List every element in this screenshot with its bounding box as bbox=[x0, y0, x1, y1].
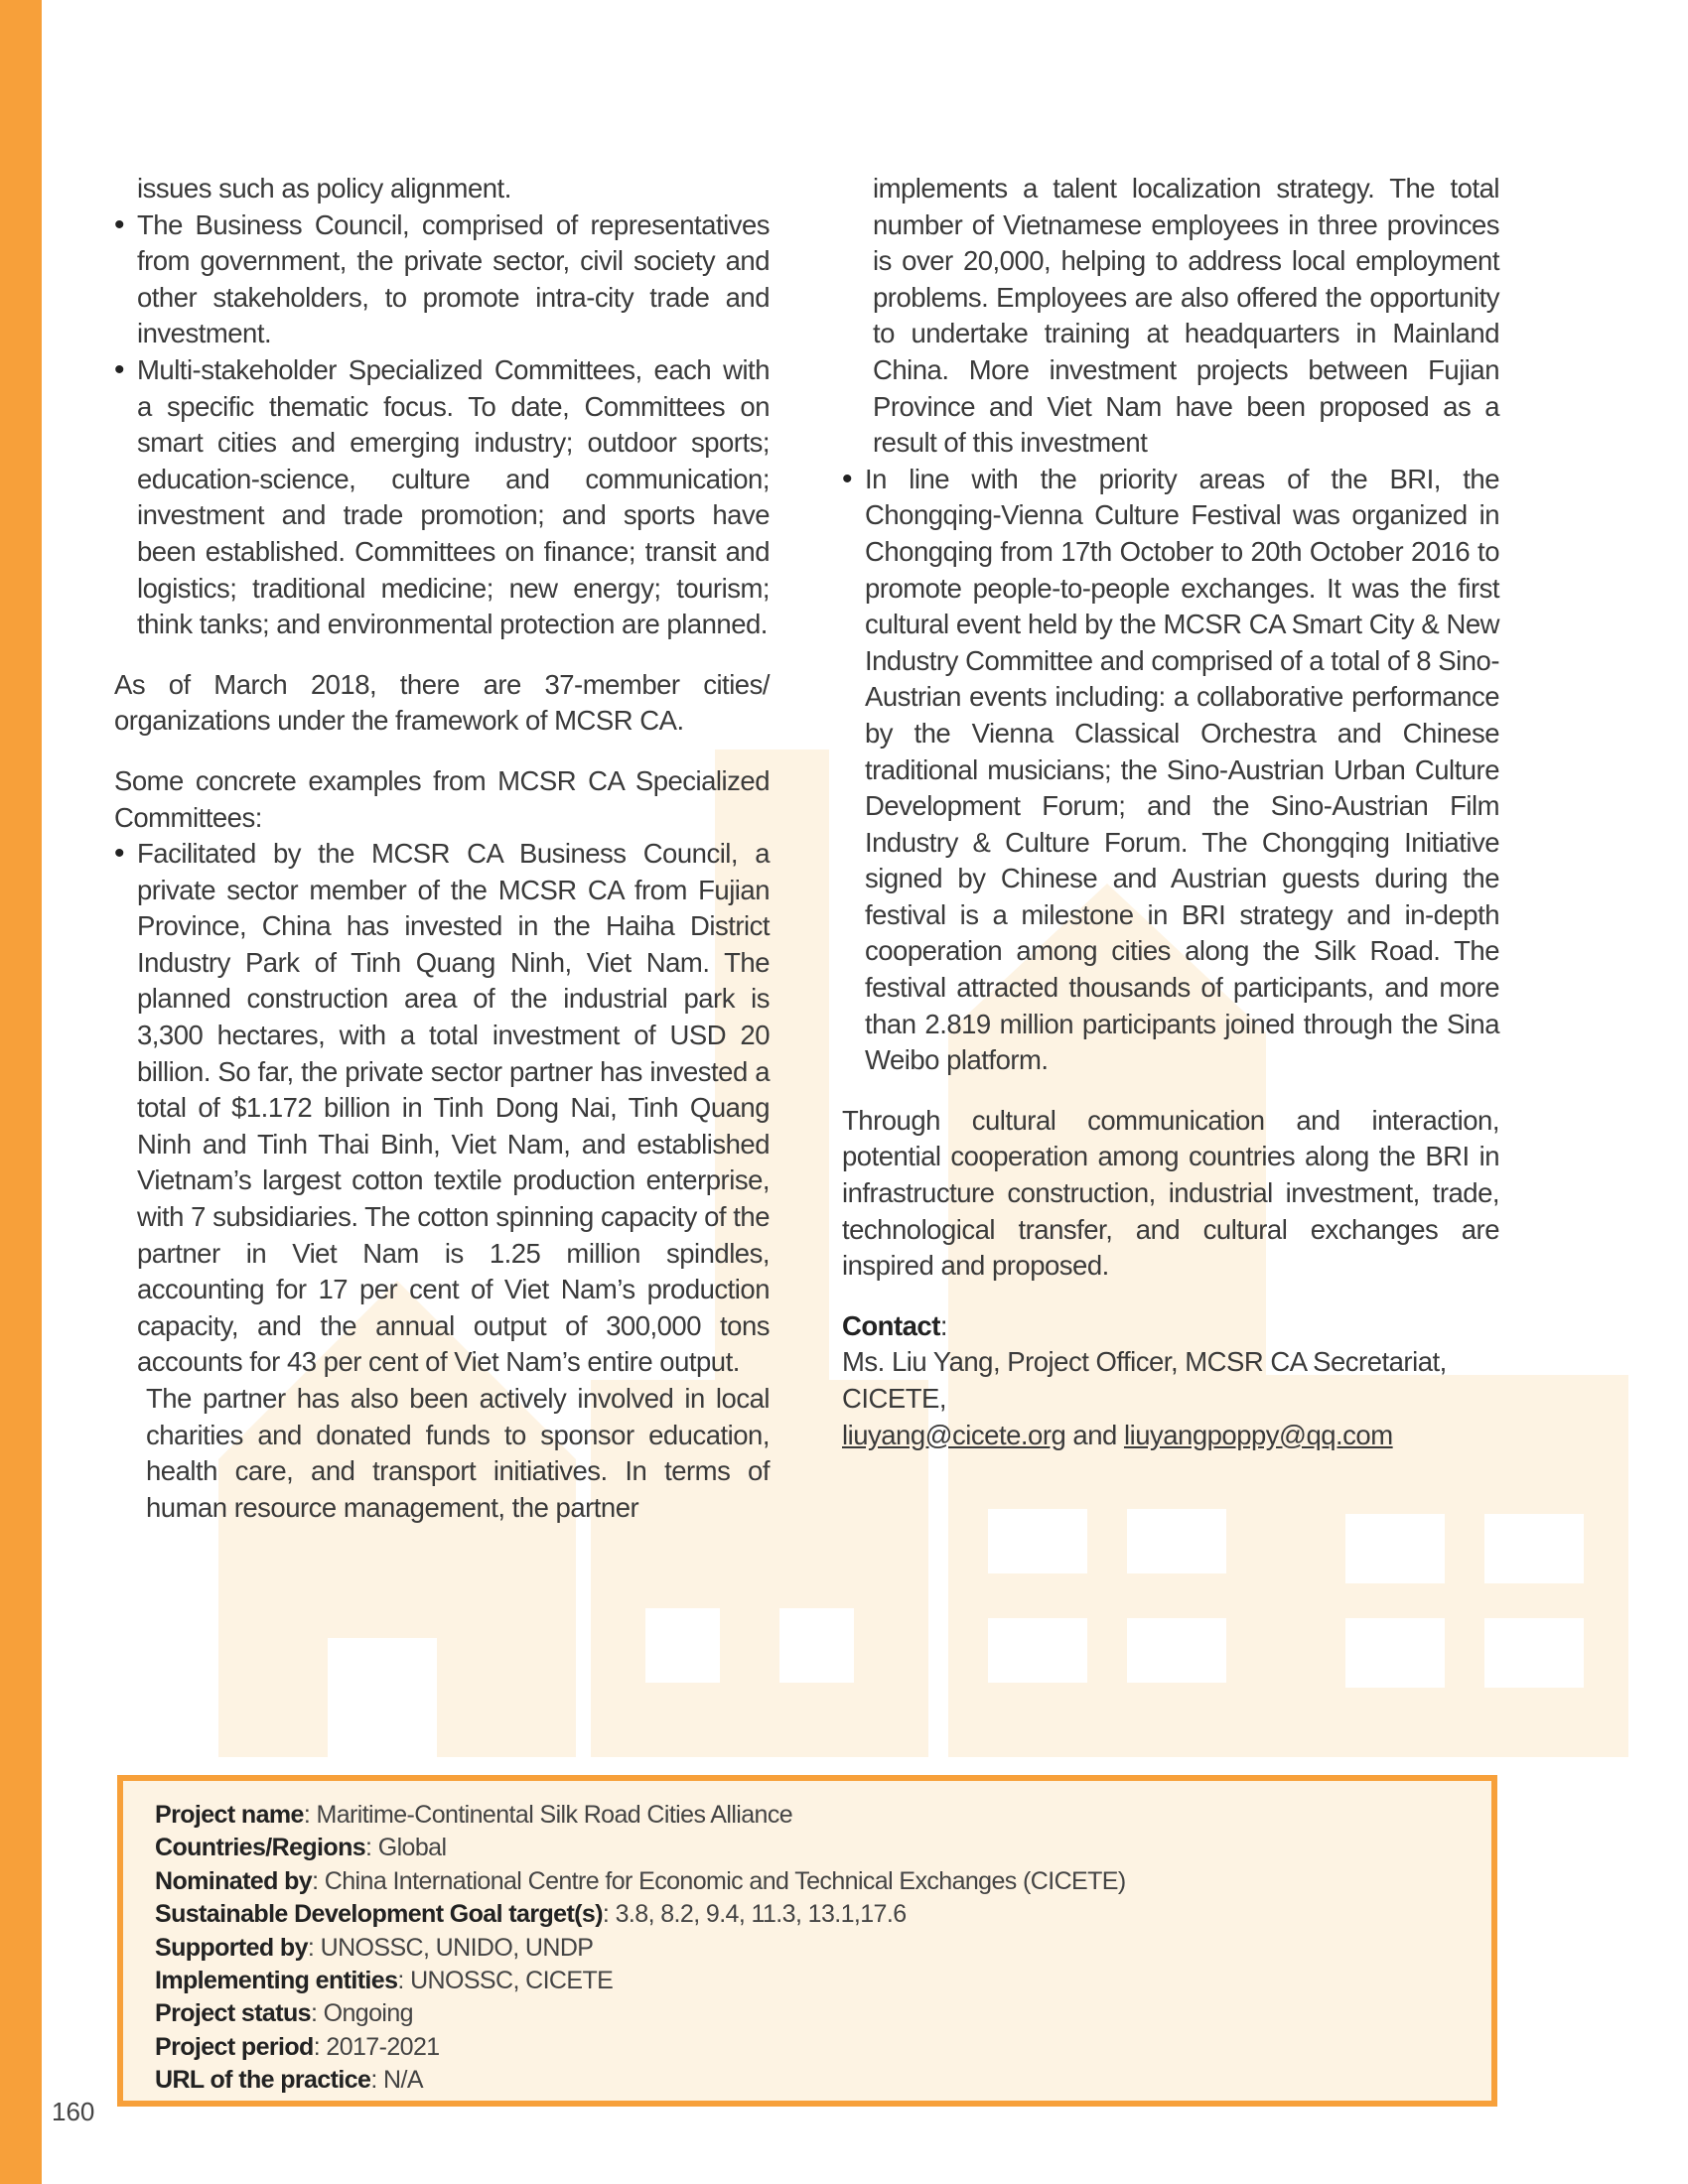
nominated-label: Nominated by bbox=[155, 1866, 313, 1895]
members-paragraph: As of March 2018, there are 37-member cities/ organizations under the framework of MCSR CA. bbox=[114, 668, 770, 737]
talent-paragraph: implements a talent localization strategy. The total number of Vietnamese employees in three provinces is over 20,000, helping to address local employment problems. Employees are also offered the opportunity to undertake training at headquarters in Mainland China. More investment projects between Fujian Province and Viet Nam have been proposed as a result of this investment bbox=[873, 173, 1499, 459]
sdg-row bbox=[155, 1898, 1460, 1931]
status-label: Project status bbox=[155, 1999, 311, 2028]
contact-and: and bbox=[1065, 1419, 1124, 1450]
contact-person: Ms. Liu Yang, Project Officer, MCSR CA Secretariat, CICETE, bbox=[842, 1346, 1447, 1414]
alliance-structure-list bbox=[114, 207, 770, 643]
period-row bbox=[155, 2031, 1460, 2064]
implementing-label: Implementing entities bbox=[155, 1967, 398, 1995]
period-value: : 2017-2021 bbox=[313, 2032, 440, 2061]
sdg-label: Sustainable Development Goal target(s) bbox=[155, 1900, 603, 1929]
countries-label: Countries/Regions bbox=[155, 1834, 366, 1862]
implementing-row bbox=[155, 1965, 1460, 1997]
supported-label: Supported by bbox=[155, 1933, 308, 1962]
sdg-value: : 3.8, 8.2, 9.4, 11.3, 13.1,17.6 bbox=[602, 1900, 907, 1929]
examples-paragraph: Some concrete examples from MCSR CA Specialized Committees: bbox=[114, 764, 770, 833]
nominated-value: : China International Centre for Economic and Technical Exchanges (CICETE) bbox=[312, 1866, 1126, 1895]
list-item: • Facilitated by the MCSR CA Business Council, a private sector member of the MCSR CA from Fujian Province, China has invested in the Haiha District Industry Park of Tinh Quang Ninh, Viet Nam. The planned construction area of the industrial park is 3,300 hectares, with a total investment of USD 20 billion. So far, the private sector partner has invested a total of $1.172 billion in Tinh Dong Nai, Tinh Quang Ninh and Tinh Thai Binh, Viet Nam, and established Vietnam’s largest cotton textile production enterprise, with 7 subsidiaries. The cotton spinning capacity of the partner in Viet Nam is 1.25 million spindles, accounting for 17 per cent of Viet Nam’s production capacity, and the annual output of 300,000 tons accounts for 43 per cent of Viet Nam’s entire output. bbox=[114, 836, 770, 1381]
project-name-row bbox=[155, 1799, 1460, 1832]
status-row bbox=[155, 1997, 1460, 2030]
contact-block bbox=[842, 1308, 1499, 1453]
list-item: • Multi-stakeholder Specialized Committees, each with a specific thematic focus. To date, Committees on smart cities and emerging industry; outdoor sports; education-science, culture and communication; investment and trade promotion; and sports have been established. Committees on finance; transit and logistics; traditional medicine; new energy; tourism; think tanks; and environmental protection are planned. bbox=[114, 352, 770, 643]
countries-row bbox=[155, 1832, 1460, 1864]
period-label: Project period bbox=[155, 2032, 314, 2061]
project-info-box bbox=[117, 1775, 1497, 2107]
url-value: : N/A bbox=[370, 2066, 423, 2095]
page-number: 160 bbox=[52, 2097, 95, 2126]
contact-label: Contact bbox=[842, 1309, 940, 1341]
list-item: • The Business Council, comprised of representatives from government, the private sector, civil society and other stakeholders, to promote intra-city trade and investment. bbox=[114, 207, 770, 352]
project-name-label: Project name bbox=[155, 1801, 304, 1829]
contact-colon: : bbox=[939, 1309, 948, 1341]
email-link-cicete[interactable]: liuyang@cicete.org bbox=[842, 1419, 1066, 1450]
supported-value: : UNOSSC, UNIDO, UNDP bbox=[307, 1933, 594, 1962]
examples-list bbox=[114, 836, 770, 1381]
project-name-value: : Maritime-Continental Silk Road Cities Alliance bbox=[303, 1801, 793, 1829]
festival-list bbox=[842, 462, 1499, 1079]
nominated-row bbox=[155, 1865, 1460, 1898]
right-column bbox=[842, 171, 1499, 1453]
list-item: • In line with the priority areas of the BRI, the Chongqing-Vienna Culture Festival was organized in Chongqing from 17th October to 20th October 2016 to promote people-to-people exchanges. It was the first cultural event held by the MCSR CA Smart City & New Industry Committee and comprised of a total of 8 Sino-Austrian events including: a collaborative performance by the Vienna Classical Orchestra and Chinese traditional musicians; the Sino-Austrian Urban Culture Development Forum; and the Sino-Austrian Film Industry & Culture Forum. The Chongqing Initiative signed by Chinese and Austrian guests during the festival is a milestone in BRI strategy and in-depth cooperation among cities along the Silk Road. The festival attracted thousands of participants, and more than 2.819 million participants joined through the Sina Weibo platform. bbox=[842, 462, 1499, 1079]
left-column bbox=[114, 171, 770, 1526]
url-row bbox=[155, 2064, 1460, 2097]
email-link-qq[interactable]: liuyangpoppy@qq.com bbox=[1123, 1419, 1393, 1450]
countries-value: : Global bbox=[365, 1834, 447, 1862]
status-value: : Ongoing bbox=[310, 1999, 413, 2028]
policy-fragment: issues such as policy alignment. bbox=[137, 173, 511, 204]
url-label: URL of the practice bbox=[155, 2066, 371, 2095]
partner-paragraph: The partner has also been actively involved in local charities and donated funds to sponsor education, health care, and transport initiatives. In terms of human resource management, the partner bbox=[146, 1383, 770, 1523]
supported-row bbox=[155, 1932, 1460, 1965]
implementing-value: : UNOSSC, CICETE bbox=[397, 1967, 614, 1995]
cultural-paragraph: Through cultural communication and interaction, potential cooperation among countries along the BRI in infrastructure construction, industrial investment, trade, technological transfer, and cultural exchanges are inspired and proposed. bbox=[842, 1104, 1499, 1282]
